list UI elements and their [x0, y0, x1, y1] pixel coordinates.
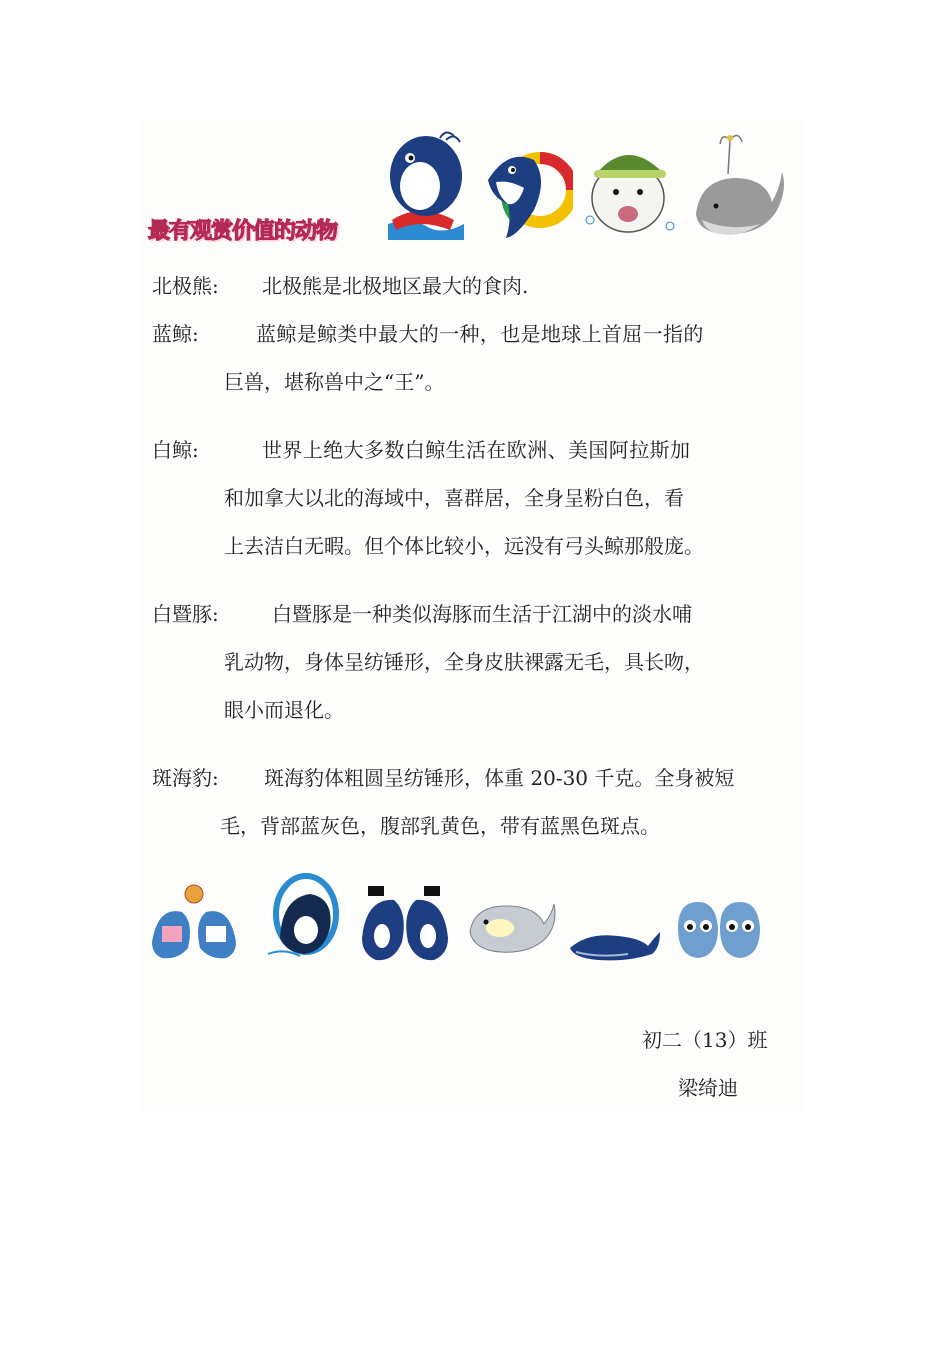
- entry-line: 斑海豹体粗圆呈纺锤形，体重 20-30 千克。全身被短: [264, 766, 735, 790]
- seal-pair-icon: [672, 884, 767, 964]
- entry-term: 白暨豚:: [152, 602, 219, 626]
- entry-line: 白暨豚是一种类似海豚而生活于江湖中的淡水哺: [272, 602, 692, 626]
- entry-term: 斑海豹:: [152, 766, 219, 790]
- entry-term: 蓝鲸:: [152, 322, 199, 346]
- entry-line: 世界上绝大多数白鲸生活在欧洲、美国阿拉斯加: [262, 438, 691, 462]
- entry-line: 上去洁白无暇。但个体比较小，远没有弓头鲸那般庞。: [224, 534, 704, 558]
- grey-whale-icon: [690, 128, 785, 243]
- entry-line: 北极熊是北极地区最大的食肉.: [262, 274, 529, 298]
- orca-hoop-icon: [264, 868, 349, 963]
- orca-couple-icon: [358, 882, 453, 962]
- entry-polar-bear: [152, 262, 792, 310]
- signature-class: 初二（13）班: [642, 1028, 768, 1052]
- whale-icon: [380, 128, 470, 243]
- entry-line: 乳动物，身体呈纺锤形，全身皮肤裸露无毛，具长吻，: [224, 650, 704, 674]
- entry-line: 眼小而退化。: [224, 698, 344, 722]
- beluga-icon: [582, 130, 677, 245]
- signature-name: 梁绮迪: [678, 1076, 738, 1100]
- blue-whale-icon: [568, 922, 663, 967]
- entry-spotted-seal: [152, 754, 792, 850]
- entry-line: 毛，背部蓝灰色，腹部乳黄色，带有蓝黑色斑点。: [220, 814, 660, 838]
- entry-line: 巨兽，堪称兽中之“王”。: [224, 370, 445, 394]
- dolphin-icon: [478, 140, 573, 245]
- whale-icon: [466, 892, 556, 962]
- entry-beluga: [152, 426, 792, 570]
- entry-line: 和加拿大以北的海域中，喜群居，全身呈粉白色，看: [224, 486, 684, 510]
- entry-term: 北极熊:: [152, 274, 219, 298]
- entry-line: 蓝鲸是鲸类中最大的一种，也是地球上首屈一指的: [256, 322, 704, 346]
- entry-baiji: [152, 590, 792, 734]
- entry-term: 白鲸:: [152, 438, 199, 462]
- dolphin-pair-icon: [148, 882, 243, 962]
- page-title: 最有观赏价值的动物: [148, 219, 338, 244]
- entry-blue-whale: [152, 310, 792, 406]
